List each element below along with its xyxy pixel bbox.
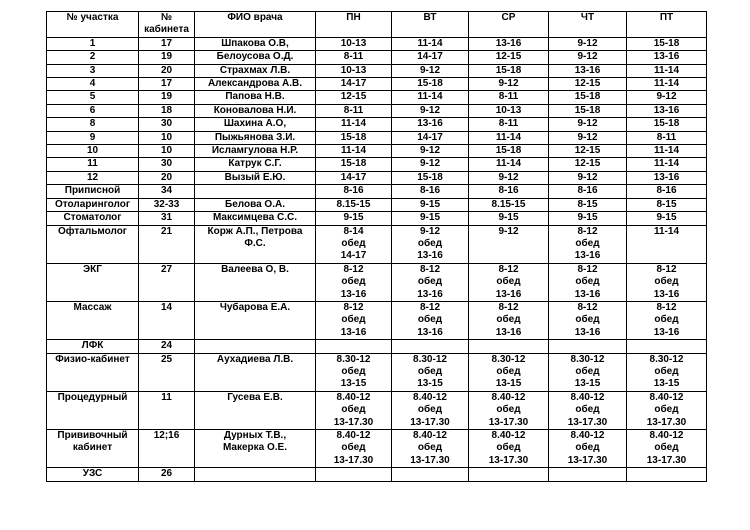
cell-mon (316, 340, 392, 353)
cell-plot: УЗС (47, 468, 139, 481)
cell-tue: 9-12 (392, 145, 469, 158)
cell-doctor: Страхмах Л.В. (195, 64, 316, 77)
table-row (47, 430, 707, 468)
cell-room: 31 (139, 212, 195, 225)
cell-thu: 12-15 (549, 78, 627, 91)
cell-fri: 13-16 (627, 171, 707, 184)
table-row (47, 212, 707, 225)
cell-tue: 11-14 (392, 37, 469, 50)
header-thursday: ЧТ (549, 12, 627, 38)
cell-wed: 11-14 (469, 131, 549, 144)
cell-fri: 13-16 (627, 104, 707, 117)
table-row (47, 158, 707, 171)
cell-thu (549, 468, 627, 481)
table-row (47, 104, 707, 117)
cell-wed: 8.30-12 обед 13-15 (469, 353, 549, 391)
header-wednesday: СР (469, 12, 549, 38)
cell-tue: 8.40-12 обед 13-17.30 (392, 391, 469, 429)
cell-wed: 8-12 обед 13-16 (469, 263, 549, 301)
cell-thu: 12-15 (549, 158, 627, 171)
cell-wed: 8.40-12 обед 13-17.30 (469, 430, 549, 468)
cell-room: 25 (139, 353, 195, 391)
cell-mon: 14-17 (316, 78, 392, 91)
cell-thu: 8.40-12 обед 13-17.30 (549, 391, 627, 429)
cell-thu: 8.40-12 обед 13-17.30 (549, 430, 627, 468)
cell-doctor: Дурных Т.В., Макерка О.Е. (195, 430, 316, 468)
cell-room: 18 (139, 104, 195, 117)
cell-plot: 12 (47, 171, 139, 184)
cell-doctor (195, 468, 316, 481)
cell-fri: 8-12 обед 13-16 (627, 263, 707, 301)
cell-wed: 15-18 (469, 145, 549, 158)
cell-mon: 10-13 (316, 64, 392, 77)
cell-mon: 8-11 (316, 51, 392, 64)
cell-thu: 8-15 (549, 198, 627, 211)
cell-room: 21 (139, 225, 195, 263)
cell-thu: 9-12 (549, 51, 627, 64)
cell-mon: 8.40-12 обед 13-17.30 (316, 391, 392, 429)
header-friday: ПТ (627, 12, 707, 38)
cell-fri (627, 468, 707, 481)
cell-tue (392, 468, 469, 481)
cell-tue: 13-16 (392, 118, 469, 131)
cell-fri: 8-15 (627, 198, 707, 211)
header-doctor-name: ФИО врача (195, 12, 316, 38)
cell-wed: 9-12 (469, 78, 549, 91)
cell-mon: 8-12 обед 13-16 (316, 263, 392, 301)
cell-plot: 5 (47, 91, 139, 104)
header-plot-number: № участка (47, 12, 139, 38)
cell-plot: 10 (47, 145, 139, 158)
table-row (47, 263, 707, 301)
cell-plot: 8 (47, 118, 139, 131)
table-row (47, 353, 707, 391)
cell-fri: 11-14 (627, 64, 707, 77)
cell-plot: 6 (47, 104, 139, 117)
table-row (47, 468, 707, 481)
cell-wed: 8.40-12 обед 13-17.30 (469, 391, 549, 429)
cell-doctor: Чубарова Е.А. (195, 301, 316, 339)
table-row (47, 91, 707, 104)
cell-room: 10 (139, 145, 195, 158)
cell-fri: 8-11 (627, 131, 707, 144)
cell-thu: 13-16 (549, 64, 627, 77)
schedule-body (47, 37, 707, 481)
cell-tue: 9-12 (392, 104, 469, 117)
cell-wed (469, 468, 549, 481)
cell-doctor: Вызый Е.Ю. (195, 171, 316, 184)
table-row (47, 301, 707, 339)
cell-room: 19 (139, 51, 195, 64)
cell-thu: 8-12 обед 13-16 (549, 301, 627, 339)
cell-fri: 8.40-12 обед 13-17.30 (627, 391, 707, 429)
cell-plot: Приписной (47, 185, 139, 198)
header-tuesday: ВТ (392, 12, 469, 38)
cell-tue: 8.30-12 обед 13-15 (392, 353, 469, 391)
cell-thu: 9-12 (549, 37, 627, 50)
cell-wed: 13-16 (469, 37, 549, 50)
cell-room: 14 (139, 301, 195, 339)
cell-doctor: Корж А.П., Петрова Ф.С. (195, 225, 316, 263)
cell-room: 34 (139, 185, 195, 198)
cell-doctor: Шахина А.О, (195, 118, 316, 131)
cell-room: 17 (139, 78, 195, 91)
cell-plot: 11 (47, 158, 139, 171)
cell-wed: 15-18 (469, 64, 549, 77)
cell-mon: 15-18 (316, 131, 392, 144)
cell-wed: 8-11 (469, 118, 549, 131)
cell-plot: Прививочный кабинет (47, 430, 139, 468)
cell-tue: 9-12 (392, 64, 469, 77)
cell-plot: Процедурный (47, 391, 139, 429)
cell-plot: 4 (47, 78, 139, 91)
cell-mon: 10-13 (316, 37, 392, 50)
cell-tue: 15-18 (392, 78, 469, 91)
cell-wed: 12-15 (469, 51, 549, 64)
cell-tue: 9-15 (392, 212, 469, 225)
cell-thu: 9-12 (549, 171, 627, 184)
cell-thu: 9-12 (549, 118, 627, 131)
cell-fri: 15-18 (627, 37, 707, 50)
cell-doctor: Исламгулова Н.Р. (195, 145, 316, 158)
table-row (47, 64, 707, 77)
cell-doctor: Коновалова Н.И. (195, 104, 316, 117)
cell-fri: 8-12 обед 13-16 (627, 301, 707, 339)
table-row (47, 171, 707, 184)
cell-mon: 8.30-12 обед 13-15 (316, 353, 392, 391)
cell-doctor: Белоусова О.Д. (195, 51, 316, 64)
cell-doctor: Валеева О, В. (195, 263, 316, 301)
cell-thu: 12-15 (549, 145, 627, 158)
cell-room: 27 (139, 263, 195, 301)
cell-doctor: Белова О.А. (195, 198, 316, 211)
cell-plot: Отоларинголог (47, 198, 139, 211)
cell-fri (627, 340, 707, 353)
cell-mon: 11-14 (316, 145, 392, 158)
cell-mon: 8.15-15 (316, 198, 392, 211)
cell-tue: 8-12 обед 13-16 (392, 263, 469, 301)
table-row (47, 78, 707, 91)
cell-room: 32-33 (139, 198, 195, 211)
cell-mon: 9-15 (316, 212, 392, 225)
cell-plot: ЛФК (47, 340, 139, 353)
cell-doctor (195, 340, 316, 353)
cell-plot: 9 (47, 131, 139, 144)
cell-tue: 9-12 обед 13-16 (392, 225, 469, 263)
cell-mon: 15-18 (316, 158, 392, 171)
cell-thu: 9-15 (549, 212, 627, 225)
cell-room: 20 (139, 171, 195, 184)
cell-thu (549, 340, 627, 353)
cell-fri: 8-16 (627, 185, 707, 198)
schedule-header (47, 12, 707, 38)
cell-fri: 11-14 (627, 225, 707, 263)
cell-fri: 8.40-12 обед 13-17.30 (627, 430, 707, 468)
table-row (47, 185, 707, 198)
cell-room: 17 (139, 37, 195, 50)
cell-wed: 8-16 (469, 185, 549, 198)
cell-plot: ЭКГ (47, 263, 139, 301)
cell-tue: 8.40-12 обед 13-17.30 (392, 430, 469, 468)
table-row (47, 391, 707, 429)
table-row (47, 118, 707, 131)
cell-tue: 8-16 (392, 185, 469, 198)
cell-tue: 9-12 (392, 158, 469, 171)
cell-wed: 10-13 (469, 104, 549, 117)
header-row (47, 12, 707, 38)
cell-wed: 11-14 (469, 158, 549, 171)
cell-room: 20 (139, 64, 195, 77)
cell-tue: 9-15 (392, 198, 469, 211)
cell-tue (392, 340, 469, 353)
cell-doctor: Александрова А.В. (195, 78, 316, 91)
cell-tue: 8-12 обед 13-16 (392, 301, 469, 339)
cell-mon: 11-14 (316, 118, 392, 131)
cell-wed: 9-12 (469, 171, 549, 184)
cell-mon (316, 468, 392, 481)
cell-thu: 8-12 обед 13-16 (549, 225, 627, 263)
cell-plot: Массаж (47, 301, 139, 339)
cell-tue: 15-18 (392, 171, 469, 184)
cell-tue: 14-17 (392, 131, 469, 144)
cell-wed: 8-11 (469, 91, 549, 104)
table-row (47, 131, 707, 144)
cell-plot: Офтальмолог (47, 225, 139, 263)
cell-fri: 15-18 (627, 118, 707, 131)
cell-plot: 1 (47, 37, 139, 50)
cell-doctor: Максимцева С.С. (195, 212, 316, 225)
cell-room: 30 (139, 118, 195, 131)
cell-wed: 9-15 (469, 212, 549, 225)
cell-room: 19 (139, 91, 195, 104)
table-row (47, 51, 707, 64)
cell-mon: 8-11 (316, 104, 392, 117)
cell-fri: 9-15 (627, 212, 707, 225)
cell-thu: 15-18 (549, 104, 627, 117)
cell-fri: 11-14 (627, 145, 707, 158)
schedule-table (46, 11, 707, 482)
cell-wed: 8-12 обед 13-16 (469, 301, 549, 339)
cell-plot: Стоматолог (47, 212, 139, 225)
cell-tue: 14-17 (392, 51, 469, 64)
cell-thu: 9-12 (549, 131, 627, 144)
cell-fri: 13-16 (627, 51, 707, 64)
cell-mon: 8-12 обед 13-16 (316, 301, 392, 339)
cell-room: 12;16 (139, 430, 195, 468)
cell-fri: 9-12 (627, 91, 707, 104)
cell-mon: 8.40-12 обед 13-17.30 (316, 430, 392, 468)
cell-doctor (195, 185, 316, 198)
cell-wed: 8.15-15 (469, 198, 549, 211)
cell-room: 30 (139, 158, 195, 171)
cell-doctor: Гусева Е.В. (195, 391, 316, 429)
cell-wed (469, 340, 549, 353)
cell-room: 24 (139, 340, 195, 353)
table-row (47, 198, 707, 211)
cell-plot: 2 (47, 51, 139, 64)
cell-thu: 8-12 обед 13-16 (549, 263, 627, 301)
header-room-number: № кабинета (139, 12, 195, 38)
cell-room: 11 (139, 391, 195, 429)
cell-mon: 12-15 (316, 91, 392, 104)
cell-doctor: Шпакова О.В, (195, 37, 316, 50)
cell-doctor: Катрук С.Г. (195, 158, 316, 171)
cell-mon: 8-16 (316, 185, 392, 198)
cell-plot: 3 (47, 64, 139, 77)
cell-tue: 11-14 (392, 91, 469, 104)
cell-wed: 9-12 (469, 225, 549, 263)
cell-thu: 15-18 (549, 91, 627, 104)
table-row (47, 225, 707, 263)
cell-thu: 8-16 (549, 185, 627, 198)
cell-mon: 14-17 (316, 171, 392, 184)
table-row (47, 37, 707, 50)
cell-room: 10 (139, 131, 195, 144)
header-monday: ПН (316, 12, 392, 38)
cell-thu: 8.30-12 обед 13-15 (549, 353, 627, 391)
cell-fri: 11-14 (627, 78, 707, 91)
cell-plot: Физио-кабинет (47, 353, 139, 391)
cell-doctor: Папова Н.В. (195, 91, 316, 104)
cell-doctor: Аухадиева Л.В. (195, 353, 316, 391)
table-row (47, 145, 707, 158)
cell-mon: 8-14 обед 14-17 (316, 225, 392, 263)
cell-fri: 11-14 (627, 158, 707, 171)
cell-room: 26 (139, 468, 195, 481)
cell-doctor: Пыжьянова З.И. (195, 131, 316, 144)
cell-fri: 8.30-12 обед 13-15 (627, 353, 707, 391)
table-row (47, 340, 707, 353)
